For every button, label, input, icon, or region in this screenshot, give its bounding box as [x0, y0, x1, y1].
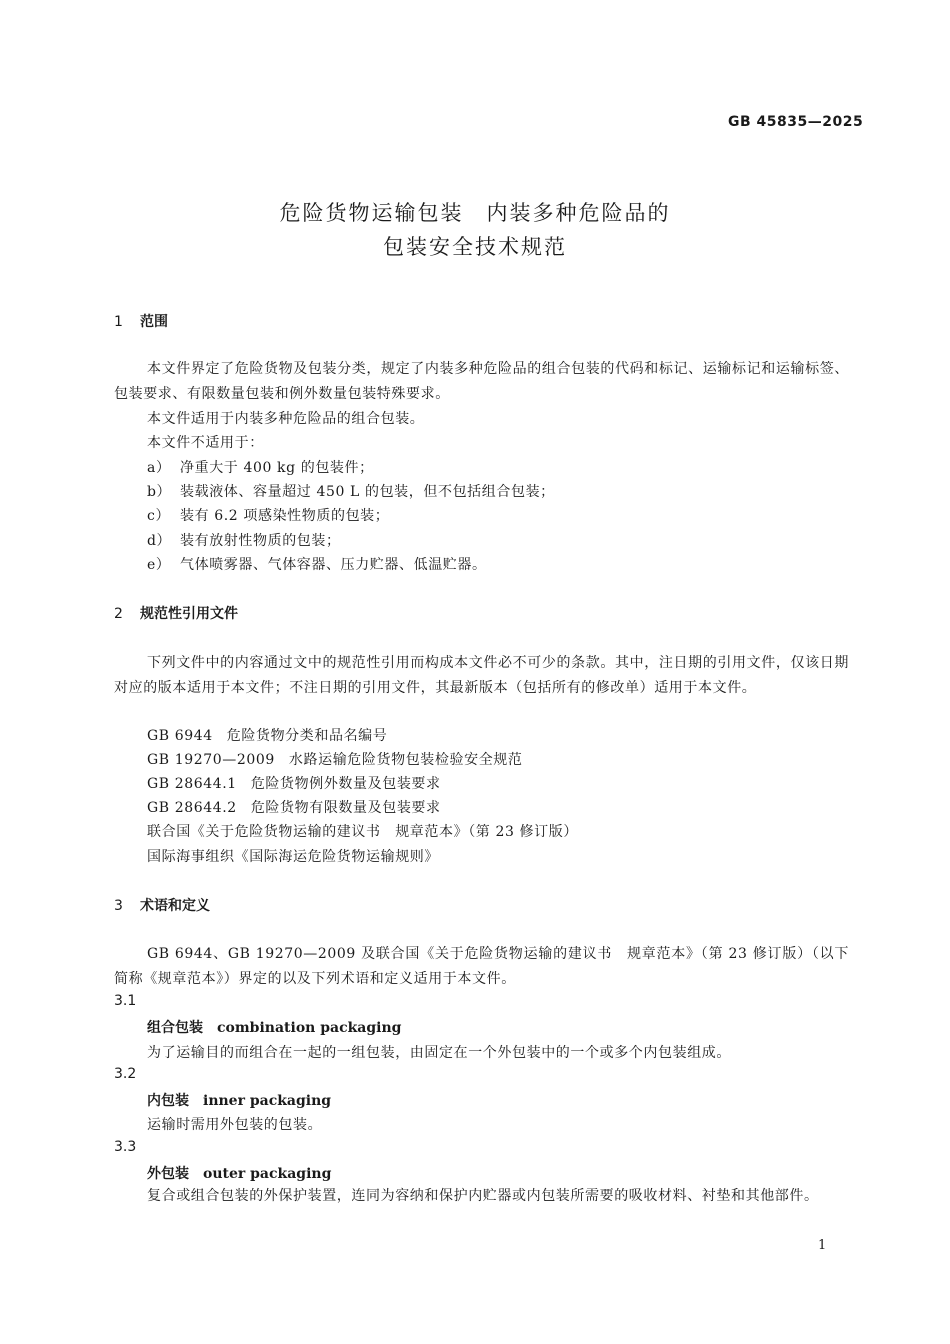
section-number: 1: [114, 314, 123, 330]
term-definition: 复合或组合包装的外保护装置，连同为容纳和保护内贮器或内包装所需要的吸收材料、衬垫和其他部件。: [147, 1188, 819, 1204]
section-title: 范围: [140, 314, 168, 330]
page-title-line-2: 包装安全技术规范: [383, 235, 567, 259]
section-2-paragraph-1: 下列文件中的内容通过文中的规范性引用而构成本文件必不可少的条款。其中，注日期的引用文件，仅该日期对应的版本适用于本文件；不注日期的引用文件，其最新版本（包括所有的修改单）适用于本文件。: [114, 655, 849, 696]
page-title-line-1: 危险货物运输包装 内装多种危险品的: [279, 201, 671, 225]
section-1-heading: [114, 311, 168, 331]
section-3-heading: [114, 895, 210, 915]
document-number: GB 45835—2025: [728, 114, 864, 130]
section-number: 3: [114, 898, 123, 914]
term-heading: 内包装 inner packaging: [147, 1093, 332, 1109]
term-heading: 外包装 outer packaging: [147, 1166, 332, 1182]
reference-item: GB 28644.1 危险货物例外数量及包装要求: [147, 776, 441, 792]
page-number: 1: [818, 1238, 827, 1253]
section-1-paragraph-1: 本文件界定了危险货物及包装分类，规定了内装多种危险品的组合包装的代码和标记、运输标记和运输标签、包装要求、有限数量包装和例外数量包装特殊要求。: [114, 361, 849, 402]
section-title: 规范性引用文件: [140, 606, 238, 622]
term-definition: 运输时需用外包装的包装。: [147, 1117, 323, 1133]
section-2-heading: [114, 603, 238, 623]
term-number: 3.1: [114, 993, 137, 1009]
term-definition: 为了运输目的而组合在一起的一组包装，由固定在一个外包装中的一个或多个内包装组成。: [147, 1045, 731, 1061]
reference-item: GB 28644.2 危险货物有限数量及包装要求: [147, 800, 441, 816]
section-1-paragraph-3: 本文件不适用于：: [147, 435, 264, 451]
reference-item: 国际海事组织《国际海运危险货物运输规则》: [147, 849, 439, 865]
section-number: 2: [114, 606, 123, 622]
list-item: b） 装载液体、容量超过 450 L 的包装，但不包括组合包装；: [147, 484, 555, 500]
reference-item: GB 6944 危险货物分类和品名编号: [147, 728, 388, 744]
section-1-paragraph-2: 本文件适用于内装多种危险品的组合包装。: [147, 411, 425, 427]
list-item: a） 净重大于 400 kg 的包装件；: [147, 460, 374, 476]
reference-item: 联合国《关于危险货物运输的建议书 规章范本》（第 23 修订版）: [147, 824, 578, 840]
reference-item: GB 19270—2009 水路运输危险货物包装检验安全规范: [147, 752, 523, 768]
term-heading: 组合包装 combination packaging: [147, 1020, 402, 1036]
term-number: 3.2: [114, 1066, 137, 1082]
section-title: 术语和定义: [140, 898, 210, 914]
list-item: e） 气体喷雾器、气体容器、压力贮器、低温贮器。: [147, 557, 487, 573]
term-number: 3.3: [114, 1139, 137, 1155]
section-3-paragraph-1: GB 6944、GB 19270—2009 及联合国《关于危险货物运输的建议书 规章范本》（第 23 修订版）（以下简称《规章范本》）界定的以及下列术语和定义适用于本文件。: [114, 946, 849, 987]
list-item: d） 装有放射性物质的包装；: [147, 533, 341, 549]
list-item: c） 装有 6.2 项感染性物质的包装；: [147, 508, 390, 524]
